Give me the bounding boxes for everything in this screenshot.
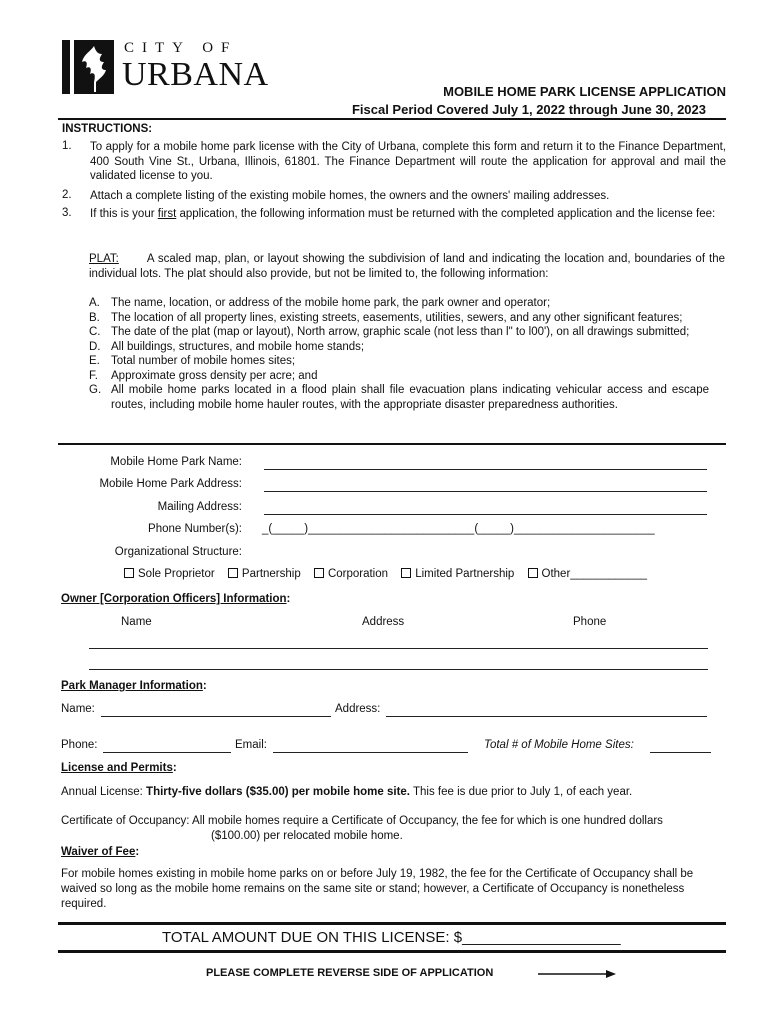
instruction-item <box>62 189 726 204</box>
instruction-item <box>62 207 726 222</box>
instruction-text: To apply for a mobile home park license with the City of Urbana, complete this form and return it to the Finance Department, 400 South Vine St., Urbana, Illinois, 61801. The Finance Department will route the application for approval and mail the validated license to you. <box>90 141 726 182</box>
plat-letter: A. <box>89 297 100 309</box>
checkbox-corporation[interactable]: Corporation <box>314 568 388 580</box>
checkbox-limited-partnership[interactable]: Limited Partnership <box>401 568 514 580</box>
plat-text: A scaled map, plan, or layout showing the subdivision of land and indicating the location and, boundaries of the individual lots. The plat should also provide, but not be limited to, the following information: <box>89 253 725 280</box>
owner-col-address: Address <box>362 616 405 628</box>
owner-row-field[interactable] <box>89 669 708 670</box>
phone-numbers-label: Phone Number(s): <box>148 523 242 535</box>
checkbox-icon <box>228 568 238 578</box>
instruction-number: 2. <box>62 189 72 201</box>
plat-item-text: All buildings, structures, and mobile home stands; <box>111 340 365 353</box>
logo-urbana-text: URBANA <box>122 56 269 93</box>
first-emphasis: first <box>157 208 177 220</box>
checkbox-icon <box>124 568 134 578</box>
total-sites-label: Total # of Mobile Home Sites: <box>484 739 634 751</box>
total-rule-bottom <box>58 950 726 953</box>
form-title: MOBILE HOME PARK LICENSE APPLICATION <box>443 84 726 99</box>
park-address-field[interactable] <box>264 491 707 492</box>
certificate-occupancy-text: Certificate of Occupancy: All mobile homes require a Certificate of Occupancy, the fee for which is one hundred dollars <box>61 815 663 827</box>
total-amount-label[interactable]: TOTAL AMOUNT DUE ON THIS LICENSE: $___________________ <box>162 929 621 946</box>
instructions-heading: INSTRUCTIONS: <box>62 123 153 135</box>
plat-item-text: The name, location, or address of the mobile home park, the park owner and operator; <box>111 297 551 309</box>
manager-email-label: Email: <box>235 739 267 751</box>
manager-phone-field[interactable] <box>103 752 231 753</box>
owner-col-phone: Phone <box>573 616 607 628</box>
owner-col-name: Name <box>121 616 152 628</box>
checkbox-sole-proprietor[interactable]: Sole Proprietor <box>124 568 215 580</box>
plat-letter: D. <box>89 340 101 353</box>
waiver-text: For mobile homes existing in mobile home parks on or before July 19, 1982, the fee for the Certificate of Occupancy shall be waived so long as the mobile home remains on the same site or stand; however, a Certificate of Occupancy is nonetheless required. <box>61 868 694 910</box>
checkbox-other[interactable]: Other____________ <box>528 568 648 580</box>
owner-heading: Owner [Corporation Officers] Information: <box>61 593 291 605</box>
manager-heading: Park Manager Information: <box>61 680 207 692</box>
arrow-right-icon <box>538 968 618 980</box>
plat-item-text: The date of the plat (map or layout), North arrow, graphic scale (not less than l" to l00'), on all drawings submitted; <box>111 326 690 338</box>
plat-letter: E. <box>89 355 100 367</box>
manager-address-field[interactable] <box>386 716 707 717</box>
instruction-text: If this is your first application, the following information must be returned with the completed application and the license fee: <box>90 208 716 220</box>
instruction-number: 3. <box>62 207 72 219</box>
instructions-rule <box>58 443 726 445</box>
park-address-label: Mobile Home Park Address: <box>99 478 242 490</box>
plat-letter: C. <box>89 326 101 338</box>
instruction-number: 1. <box>62 140 72 152</box>
manager-address-label: Address: <box>335 703 381 715</box>
checkbox-icon <box>528 568 538 578</box>
certificate-occupancy-text-2: ($100.00) per relocated mobile home. <box>211 830 403 842</box>
reverse-side-note: PLEASE COMPLETE REVERSE SIDE OF APPLICATION <box>206 967 494 979</box>
manager-phone-label: Phone: <box>61 739 98 751</box>
manager-name-label: Name: <box>61 703 95 715</box>
waiver-heading: Waiver of Fee: <box>61 846 140 858</box>
plat-label: PLAT: <box>89 253 119 265</box>
plat-letter: G. <box>89 384 102 396</box>
mailing-address-label: Mailing Address: <box>157 501 242 513</box>
checkbox-partnership[interactable]: Partnership <box>228 568 301 580</box>
manager-name-field[interactable] <box>101 716 331 717</box>
annual-license-text: Annual License: Thirty-five dollars ($35.00) per mobile home site. This fee is due prior to July 1, of each year. <box>61 786 633 798</box>
plat-section <box>89 252 725 281</box>
plat-item-text: The location of all property lines, existing streets, easements, utilities, sewers, and any other significant features; <box>111 311 683 324</box>
checkbox-icon <box>314 568 324 578</box>
form-subtitle: Fiscal Period Covered July 1, 2022 through June 30, 2023 <box>351 102 706 117</box>
instruction-item <box>62 140 726 184</box>
checkbox-icon <box>401 568 411 578</box>
plat-list <box>89 296 709 412</box>
mailing-address-field[interactable] <box>264 514 707 515</box>
total-sites-field[interactable] <box>650 752 711 753</box>
header-rule <box>58 118 726 120</box>
instruction-text: Attach a complete listing of the existing mobile homes, the owners and the owners' mailing addresses. <box>90 190 610 202</box>
plat-item-text: Total number of mobile homes sites; <box>111 355 296 367</box>
org-options <box>124 568 647 580</box>
leaf-emblem-icon <box>60 38 116 96</box>
plat-letter: F. <box>89 369 98 382</box>
logo-city-text: CITY OF <box>124 40 238 56</box>
total-rule-top <box>58 922 726 925</box>
park-name-label: Mobile Home Park Name: <box>110 456 242 468</box>
park-name-field[interactable] <box>264 469 707 470</box>
owner-row-field[interactable] <box>89 648 708 649</box>
plat-item-text: Approximate gross density per acre; and <box>111 369 318 382</box>
city-logo <box>60 38 270 98</box>
plat-item-text: All mobile home parks located in a flood plain shall file evacuation plans indicating vehicular access and escape routes, including mobile home hauler routes, with the appropriate disaster preparedness authorities. <box>111 384 709 411</box>
manager-email-field[interactable] <box>273 752 468 753</box>
license-heading: License and Permits: <box>61 762 177 774</box>
org-structure-label: Organizational Structure: <box>114 546 242 558</box>
plat-letter: B. <box>89 311 100 324</box>
phone-numbers-field[interactable]: _(_____)__________________________(_____)______________________ <box>262 523 655 535</box>
